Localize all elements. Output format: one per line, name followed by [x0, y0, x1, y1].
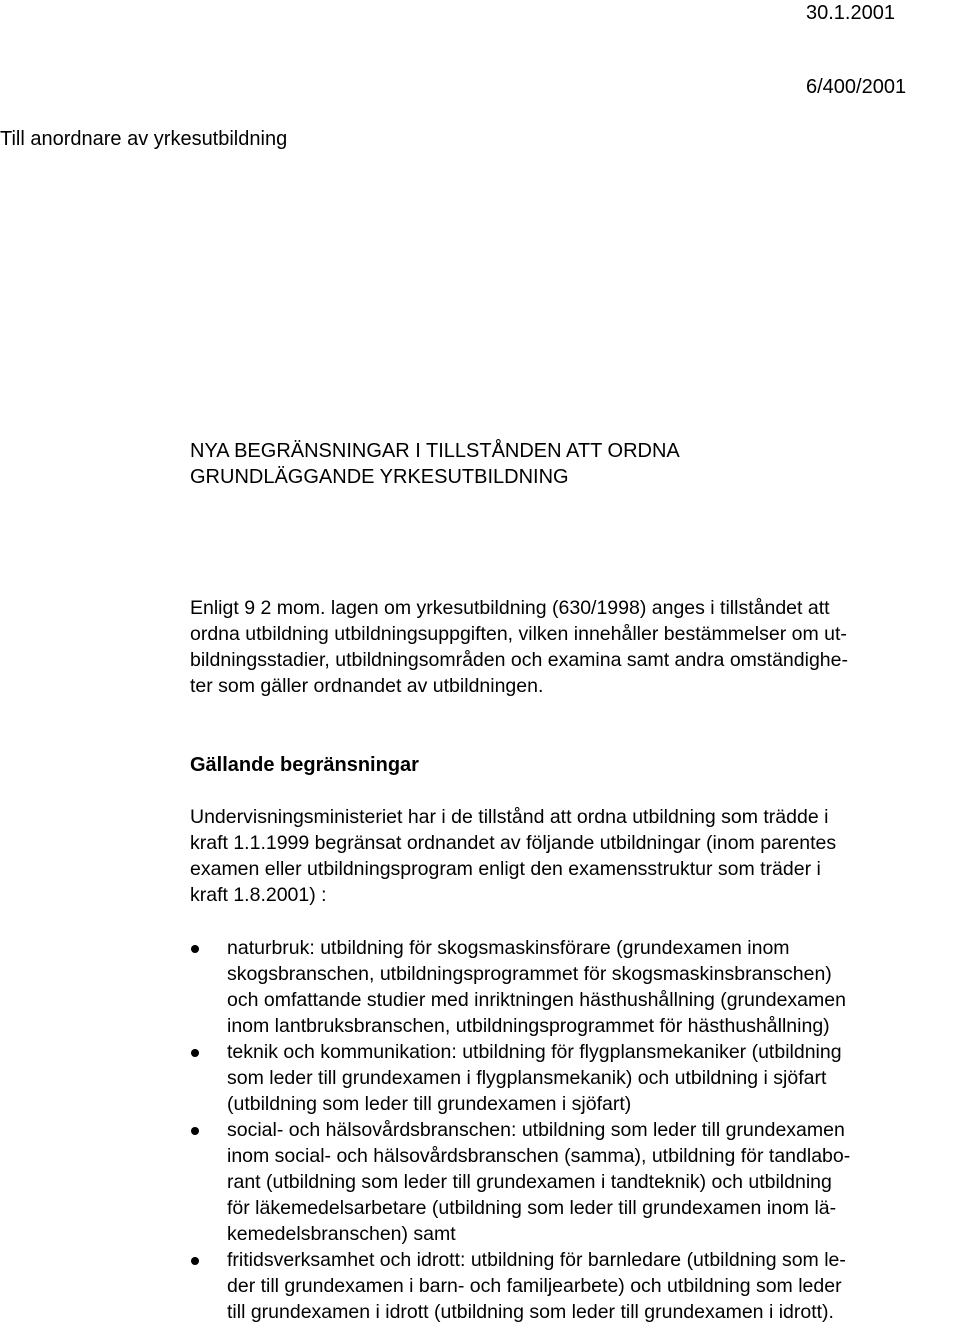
restrictions-bullet-list [190, 935, 960, 1325]
bullet-line: naturbruk: utbildning för skogsmaskinsförare (grundexamen inom [227, 937, 790, 959]
intro-line: bildningsstadier, utbildningsområden och examina samt andra omständighe- [190, 649, 848, 671]
title-line: GRUNDLÄGGANDE YRKESUTBILDNING [190, 466, 569, 488]
bullet-line: fritidsverksamhet och idrott: utbildning för barnledare (utbildning som le- [227, 1249, 846, 1271]
bullet-line: inom social- och hälsovårdsbranschen (samma), utbildning för tandlabo- [227, 1145, 851, 1167]
restrictions-paragraph [190, 804, 960, 908]
restrictions-line: examen eller utbildningsprogram enligt den examensstruktur som träder i [190, 858, 821, 880]
recipient-line: Till anordnare av yrkesutbildning [0, 128, 288, 150]
bullet-line: social- och hälsovårdsbranschen: utbildning som leder till grundexamen [227, 1119, 845, 1141]
bullet-line: kemedelsbranschen) samt [227, 1223, 456, 1245]
bullet-line: som leder till grundexamen i flygplansmekanik) och utbildning i sjöfart [227, 1067, 827, 1089]
bullet-icon [191, 1127, 199, 1135]
bullet-line: skogsbranschen, utbildningsprogrammet för skogsmaskinsbranschen) [227, 963, 832, 985]
restrictions-line: Undervisningsministeriet har i de tillstånd att ordna utbildning som trädde i [190, 806, 829, 828]
restrictions-line: kraft 1.1.1999 begränsat ordnandet av följande utbildningar (inom parentes [190, 832, 837, 854]
intro-line: ordna utbildning utbildningsuppgiften, vilken innehåller bestämmelser om ut- [190, 623, 847, 645]
bullet-line: (utbildning som leder till grundexamen i sjöfart) [227, 1093, 632, 1115]
intro-line: ter som gäller ordnandet av utbildningen. [190, 675, 544, 697]
section-heading: Gällande begränsningar [190, 754, 419, 776]
bullet-icon [191, 945, 199, 953]
intro-line: Enligt 9 2 mom. lagen om yrkesutbildning (630/1998) anges i tillståndet att [190, 597, 830, 619]
bullet-line: der till grundexamen i barn- och familjearbete) och utbildning som leder [227, 1275, 842, 1297]
bullet-line: till grundexamen i idrott (utbildning som leder till grundexamen i idrott). [227, 1301, 834, 1323]
bullet-icon [191, 1257, 199, 1265]
bullet-line: för läkemedelsarbetare (utbildning som leder till grundexamen inom lä- [227, 1197, 837, 1219]
bullet-line: teknik och kommunikation: utbildning för flygplansmekaniker (utbildning [227, 1041, 842, 1063]
document-date: 30.1.2001 [806, 2, 895, 24]
title-line: NYA BEGRÄNSNINGAR I TILLSTÅNDEN ATT ORDNA [190, 440, 680, 462]
bullet-line: och omfattande studier med inriktningen hästhushållning (grundexamen [227, 989, 846, 1011]
bullet-item-social [190, 1117, 960, 1247]
bullet-item-fritid [190, 1247, 960, 1325]
bullet-icon [191, 1049, 199, 1057]
document-number: 6/400/2001 [806, 76, 907, 98]
bullet-item-naturbruk [190, 935, 960, 1039]
bullet-line: inom lantbruksbranschen, utbildningsprogrammet för hästhushållning) [227, 1015, 830, 1037]
restrictions-line: kraft 1.8.2001) : [190, 884, 327, 906]
bullet-line: rant (utbildning som leder till grundexamen i tandteknik) och utbildning [227, 1171, 832, 1193]
intro-paragraph [190, 595, 960, 699]
bullet-item-teknik [190, 1039, 960, 1117]
document-title [190, 438, 890, 490]
